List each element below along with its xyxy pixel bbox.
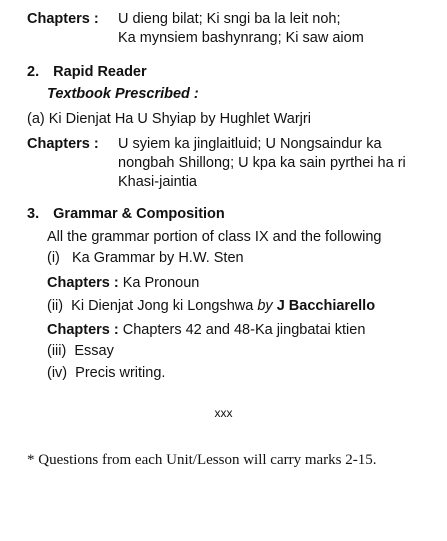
chapters-pronoun: [47, 274, 199, 293]
chapters-line: U syiem ka jinglaitluid; U Nongsaindur ka: [118, 136, 382, 152]
section-3-number: 3.: [27, 206, 40, 222]
chapters-line: Ka mynsiem bashynrang; Ki saw aiom: [118, 30, 364, 46]
chapters-text-4: Chapters 42 and 48-Ka jingbatai ktien: [122, 322, 366, 338]
item-ii-author: J Bacchiarello: [276, 298, 376, 314]
section-2-heading: [27, 63, 147, 82]
chapters-text-3: Ka Pronoun: [122, 275, 200, 291]
section-3-title: Grammar & Composition: [53, 206, 225, 222]
grammar-item-ii: [47, 297, 375, 316]
grammar-item-iv: (iv) Precis writing.: [47, 365, 166, 381]
chapters-line: Khasi-jaintia: [118, 174, 197, 190]
chapters-text-1: [118, 10, 364, 48]
chapters-label-3: Chapters :: [47, 275, 119, 291]
section-2-title: Rapid Reader: [53, 64, 147, 80]
textbook-prescribed-label: Textbook Prescribed :: [47, 86, 199, 102]
item-ii-by: by: [257, 298, 273, 314]
chapters-text-2: [118, 135, 406, 192]
section-2-number: 2.: [27, 64, 40, 80]
chapters-42-48: [47, 321, 365, 340]
footnote: * Questions from each Unit/Lesson will carry marks 2-15.: [27, 452, 377, 468]
grammar-item-iii: (iii) Essay: [47, 343, 114, 359]
chapters-label-2: Chapters :: [27, 136, 99, 152]
chapters-line: nongbah Shillong; U kpa ka sain pyrthei ha ri: [118, 155, 406, 171]
section-3-intro: All the grammar portion of class IX and the following: [47, 229, 382, 245]
section-3-heading: [27, 205, 225, 224]
grammar-item-i: (i) Ka Grammar by H.W. Sten: [47, 250, 244, 266]
chapters-label-4: Chapters :: [47, 322, 119, 338]
separator-mark: xxx: [214, 406, 233, 420]
chapters-line: U dieng bilat; Ki sngi ba la leit noh;: [118, 11, 341, 27]
chapters-label-1: Chapters :: [27, 11, 99, 27]
textbook-item-a: (a) Ki Dienjat Ha U Shyiap by Hughlet Warjri: [27, 111, 311, 127]
item-ii-title: (ii) Ki Dienjat Jong ki Longshwa: [47, 298, 254, 314]
